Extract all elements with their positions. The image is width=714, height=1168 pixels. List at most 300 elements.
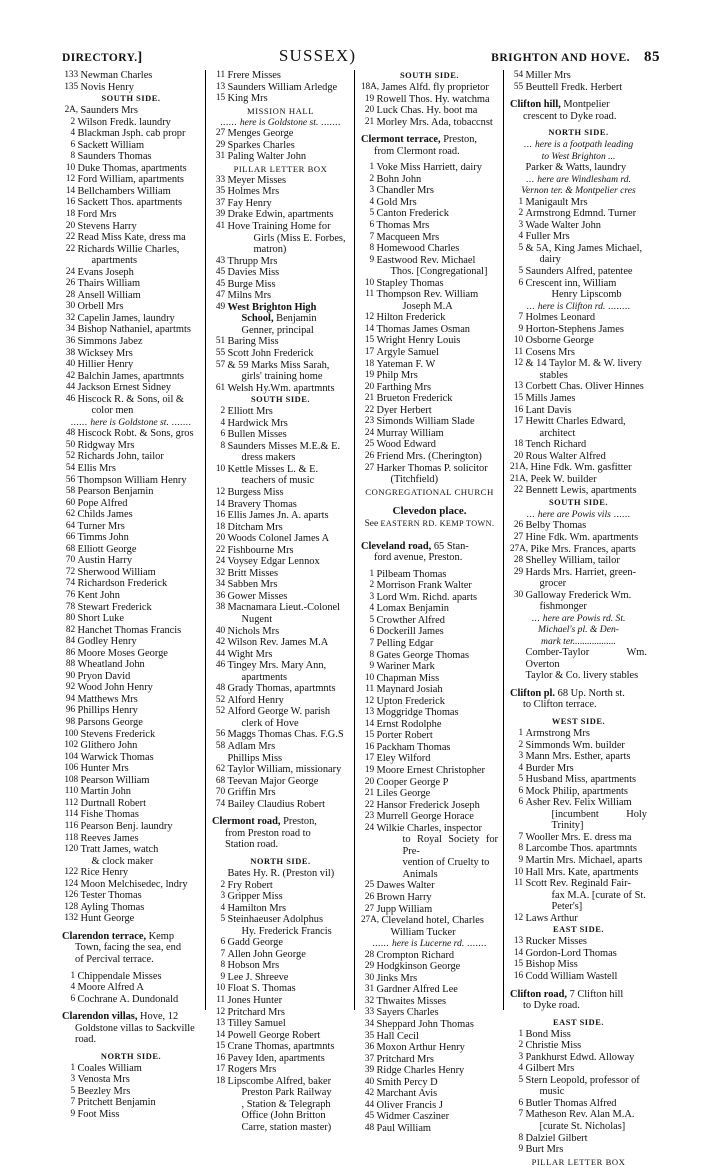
list-item [361, 428, 498, 440]
list-item [212, 499, 349, 511]
entry-text: & clock maker [91, 855, 154, 867]
entry-number: 26 [364, 450, 374, 461]
entry-text: Voke Miss Harriett, dairy [376, 162, 482, 174]
list-item [510, 601, 647, 613]
entry-number: 27A, [361, 915, 379, 926]
entry-number: 13 [215, 81, 225, 92]
entry-text: Wariner Mark [376, 661, 435, 673]
entry-number: 22 [513, 485, 523, 496]
running-head-right-text: BRIGHTON AND HOVE. [491, 52, 630, 64]
entry-text: teachers of music [241, 475, 315, 487]
entry-text: Brueton Frederick [376, 393, 453, 405]
entry-text: Canton Frederick [376, 208, 449, 220]
entry-text: Teevan Major George [227, 775, 319, 787]
list-item [510, 162, 647, 174]
list-item [510, 231, 647, 243]
entry-text: Stapley Thomas [376, 277, 444, 289]
list-item [62, 625, 200, 637]
entry-text: Ellis James Jn. A. aparts [227, 510, 329, 522]
entry-text: Pryon David [77, 670, 131, 682]
list-item [212, 972, 349, 984]
list-item [510, 555, 647, 567]
entry-text: apartments [241, 671, 288, 683]
list-item [212, 683, 349, 695]
list-item [361, 301, 498, 313]
entry-text: Martin Mrs. Michael, aparts [525, 855, 643, 867]
entry-text: Saunders Thomas [77, 151, 152, 163]
entry-text: Lord Wm. Richd. aparts [376, 591, 478, 603]
entry-text: Tester Thomas [80, 890, 142, 902]
entry-number: 10 [65, 162, 75, 173]
list-item [212, 1099, 349, 1111]
list-item [62, 890, 200, 902]
entry-number: 6 [220, 937, 225, 948]
entry-number: 135 [64, 81, 78, 92]
entry-number: 78 [65, 601, 75, 612]
side-heading: EAST SIDE. [553, 1017, 604, 1027]
list-item [212, 706, 349, 718]
list-item [62, 267, 200, 279]
list-item [510, 289, 647, 301]
entry-number: 36 [215, 590, 225, 601]
entry-text: Crowther Alfred [376, 614, 445, 626]
list-item [361, 1007, 498, 1019]
list-item [212, 406, 349, 418]
entry-number: 43 [215, 255, 225, 266]
entry-number: 25 [364, 439, 374, 450]
entry-text: Belby Thomas [525, 520, 587, 532]
entry-text: Packham Thomas [376, 741, 451, 753]
entry-text: Thwaites Misses [376, 995, 447, 1007]
entry-number: 29 [215, 139, 225, 150]
list-item [212, 591, 349, 603]
entry-text: Manigault Mrs [525, 196, 588, 208]
entry-text: Dyer Herbert [376, 404, 432, 416]
list-item [62, 313, 200, 325]
list-item [62, 982, 200, 994]
list-item [510, 266, 647, 278]
list-item [361, 684, 498, 696]
entry-text: grocer [539, 578, 567, 590]
entry-number: 26 [513, 520, 523, 531]
entry-number: 1 [369, 162, 374, 173]
entry-text: Austin Harry [77, 555, 133, 567]
entry-text: Codd William Wastell [525, 970, 618, 982]
list-item [212, 1041, 349, 1053]
list-item [510, 728, 647, 740]
list-item [212, 660, 349, 672]
entry-text: Woods Colonel James A [227, 533, 330, 545]
list-item [510, 936, 647, 948]
entry-text: Animals [402, 868, 438, 880]
entry-text: Luck Chas. Hy. boot ma [376, 105, 478, 117]
list-item [212, 545, 349, 557]
entry-number: 126 [64, 890, 78, 901]
entry-text: Burder Mrs [525, 762, 574, 774]
entry-number: 11 [216, 70, 225, 80]
entry-text: Hy. Frederick Francis [241, 925, 332, 937]
entry-text: Newman Charles [80, 70, 153, 81]
entry-text: Davies Miss [227, 267, 280, 279]
entry-text: Durtnall Robert [80, 797, 147, 809]
street-heading: Clarendon terrace, Kemp Town, facing the sea, end of Percival terrace. [62, 930, 182, 965]
entry-number: 40 [65, 359, 75, 370]
side-heading: SOUTH SIDE. [250, 395, 311, 405]
entry-text: School, Benjamin [241, 313, 317, 325]
list-item [361, 961, 498, 973]
entry-text: stables [539, 369, 568, 381]
entry-number: 40 [364, 1076, 374, 1087]
list-item [62, 555, 200, 567]
entry-number: 2 [518, 1040, 523, 1051]
list-item [510, 451, 647, 463]
entry-number: 20 [364, 776, 374, 787]
entry-number: 51 [215, 336, 225, 347]
entry-text: Burt Mrs [525, 1144, 564, 1156]
side-heading: NORTH SIDE. [100, 1051, 162, 1061]
entry-number: 34 [65, 324, 75, 335]
cross-reference-note-line: Vernon ter. & Montpelier cres [521, 185, 636, 197]
list-item [361, 753, 498, 765]
list-item [510, 901, 647, 913]
list-item [212, 995, 349, 1007]
entry-text: Thomas James Osman [376, 323, 471, 335]
entry-number: 32 [215, 567, 225, 578]
list-item [62, 613, 200, 625]
entry-number: 58 [65, 486, 75, 497]
entry-number: 50 [65, 439, 75, 450]
list-item [361, 289, 498, 301]
entry-text: Dalziel Gilbert [525, 1132, 588, 1144]
entry-text: Sherwood William [77, 566, 156, 578]
entry-text: music [539, 1086, 565, 1098]
list-item [361, 707, 498, 719]
entry-number: 98 [65, 717, 75, 728]
entry-number: 8 [369, 649, 374, 660]
entry-number: 7 [518, 1109, 523, 1120]
list-item [62, 844, 200, 856]
list-item [212, 128, 349, 140]
entry-text: Homewood Charles [376, 243, 460, 255]
list-item [361, 696, 498, 708]
entry-number: 48 [364, 1122, 374, 1133]
entry-text: Fishbourne Mrs [227, 544, 294, 556]
list-item [361, 255, 498, 267]
list-item [361, 1111, 498, 1123]
list-item [212, 926, 349, 938]
entry-text: Christie Miss [525, 1040, 582, 1052]
entry-number: 18 [215, 1075, 225, 1086]
list-item [510, 532, 647, 544]
entry-text: Mann Mrs. Esther, aparts [525, 751, 631, 763]
entry-text: Cleveland hotel, Charles [381, 915, 484, 927]
entry-text: Thos. [Congregational] [390, 266, 488, 278]
entry-text: Jinks Mrs [376, 972, 418, 984]
entry-text: Simmonds Wm. builder [525, 739, 625, 751]
list-item [212, 776, 349, 788]
list-item [212, 441, 349, 453]
list-item [62, 913, 200, 925]
entry-number: 6 [518, 277, 523, 288]
entry-text: Moon Melchisedec, lndry [80, 878, 188, 890]
list-item [62, 278, 200, 290]
entry-number: 27A, [510, 543, 528, 554]
entry-number: 24 [364, 822, 374, 833]
entry-number: 110 [64, 786, 78, 797]
entry-text: & 5A, King James Michael, [525, 242, 643, 254]
list-item [361, 94, 498, 106]
list-item [62, 567, 200, 579]
entry-number: 1 [70, 970, 75, 981]
entry-number: 46 [215, 660, 225, 671]
entry-text: Evans Joseph [77, 266, 134, 278]
entry-text: Matthews Mrs [77, 693, 138, 705]
entry-number: 42 [364, 1088, 374, 1099]
entry-number: 70 [65, 555, 75, 566]
list-item [361, 174, 498, 186]
entry-number: 18 [513, 439, 523, 450]
entry-number: 30 [513, 589, 523, 600]
entry-text: Pavey Iden, apartments [227, 1052, 325, 1064]
entry-number: 33 [215, 174, 225, 185]
entry-text: Hall Cecil [376, 1030, 419, 1042]
list-item [361, 811, 498, 823]
list-item [62, 786, 200, 798]
entry-number: 32 [364, 995, 374, 1006]
entry-number: 17 [513, 416, 523, 427]
entry-text: & 59 Marks Miss Sarah, [227, 359, 330, 371]
entry-number: 108 [64, 774, 78, 785]
list-item [361, 615, 498, 627]
list-item [62, 498, 200, 510]
entry-number: 5 [518, 242, 523, 253]
entry-number: 16 [364, 741, 374, 752]
list-item [361, 451, 498, 463]
entry-number: 3 [518, 219, 523, 230]
list-item [62, 994, 200, 1006]
street-heading: Clermont terrace, Preston, from Clermont road. [361, 134, 477, 157]
list-item [510, 278, 647, 290]
entry-number: 5 [369, 208, 374, 219]
entry-number: 112 [64, 797, 78, 808]
entry-text: Ansell William [77, 289, 141, 301]
list-item [62, 532, 200, 544]
entry-number: 15 [364, 730, 374, 741]
entry-text: Jackson Ernest Sidney [77, 382, 172, 394]
list-item [62, 428, 200, 440]
list-item [361, 927, 498, 939]
entry-number: 35 [364, 1030, 374, 1041]
entry-text: Hanchet Thomas Francis [77, 624, 182, 636]
entry-number: 4 [369, 603, 374, 614]
list-item [510, 393, 647, 405]
street-heading: Clermont road, Preston, from Preston road to Station road. [212, 816, 317, 851]
entry-number: 23 [364, 416, 374, 427]
list-item [212, 787, 349, 799]
list-item [212, 1087, 349, 1099]
entry-number: 22 [65, 232, 75, 243]
entry-number: 25 [364, 880, 374, 891]
cross-reference-note: ... here are Windlesham rd. [526, 173, 631, 185]
entry-text: (Titchfield) [390, 474, 439, 486]
entry-number: 21A, [510, 473, 528, 484]
entry-text: Chapman Miss [376, 672, 440, 684]
list-item [62, 682, 200, 694]
entry-text: Hall Mrs. Kate, apartments [525, 866, 639, 878]
entry-text: Thairs William [77, 278, 141, 290]
entry-text: Nichols Mrs [227, 625, 280, 637]
small-caps-heading: MISSION HALL [247, 105, 314, 116]
entry-text: Morley Mrs. Ada, tobaccnst [376, 116, 493, 128]
entry-number: 19 [364, 370, 374, 381]
running-head-left [62, 50, 212, 66]
entry-number: 60 [65, 497, 75, 508]
list-item [510, 1063, 647, 1075]
list-item [212, 1030, 349, 1042]
entry-number: 74 [215, 798, 225, 809]
list-item [361, 393, 498, 405]
entry-text: Saunders Alfred, patentee [525, 266, 633, 278]
entry-number: 31 [364, 984, 374, 995]
entry-number: 52 [65, 451, 75, 462]
list-item [510, 971, 647, 983]
entry-number: 4 [518, 1063, 523, 1074]
entry-text: Fry Robert [227, 879, 273, 891]
entry-text: [incumbent Holy Trinity] [551, 808, 647, 832]
entry-number: 27 [364, 903, 374, 914]
entry-text: Balchin James, apartmnts [77, 370, 184, 382]
list-item [212, 93, 349, 105]
entry-text: Glithero John [80, 740, 138, 752]
entry-text: Crane Thomas, apartmnts [227, 1041, 335, 1053]
entry-text: Childs James [77, 509, 133, 521]
list-item [212, 983, 349, 995]
list-item [62, 578, 200, 590]
list-item [510, 1133, 647, 1145]
list-item [510, 567, 647, 579]
cross-reference-note: ...... here is Goldstone st. ....... [220, 116, 341, 128]
entry-number: 24 [215, 556, 225, 567]
entry-text: Richards John, tailor [77, 451, 164, 463]
list-item [212, 487, 349, 499]
list-item [62, 705, 200, 717]
entry-number: 15 [215, 93, 225, 104]
list-item [361, 312, 498, 324]
list-item [62, 451, 200, 463]
entry-text: Stevens Frederick [80, 728, 156, 740]
list-item [212, 360, 349, 372]
entry-number: 16 [513, 970, 523, 981]
entry-text: Milns Mrs [227, 290, 272, 302]
entry-number: 2 [518, 208, 523, 219]
cross-reference-note: ... here are Powis vils ...... [526, 508, 631, 520]
entry-text: Ellis Mrs [77, 463, 116, 474]
list-item [361, 650, 498, 662]
entry-text: Menges George [227, 128, 294, 140]
entry-text: Preston Park Railway [241, 1087, 332, 1099]
entry-text: Warwick Thomas [80, 751, 154, 763]
entry-text: Burge Miss [227, 278, 276, 290]
entry-text: Oliver Francis J [376, 1099, 443, 1111]
entry-text: Ford Mrs [77, 209, 117, 221]
entry-number: 36 [65, 336, 75, 347]
entry-number: 5 [518, 266, 523, 277]
entry-text: Wooller Mrs. E. dress ma [525, 831, 632, 843]
entry-number: 19 [364, 93, 374, 104]
entry-number: 29 [513, 566, 523, 577]
entry-text: Moggridge Thomas [376, 707, 459, 719]
entry-text: Timms John [77, 532, 129, 544]
entry-text: Pope Alfred [77, 497, 128, 509]
entry-text: Cooper George P [376, 776, 449, 788]
list-item [62, 221, 200, 233]
list-item [510, 324, 647, 336]
list-item [62, 70, 200, 82]
entry-text: Holmes Mrs [227, 186, 280, 198]
list-item [62, 151, 200, 163]
entry-text: Marchant Avis [376, 1088, 438, 1100]
street-heading: Clifton road, 7 Clifton hill to Dyke road. [510, 988, 624, 1012]
cross-reference-note: ... here is a footpath leading [523, 139, 634, 151]
list-item [212, 522, 349, 534]
entry-number: 26 [364, 892, 374, 902]
entry-number: 14 [65, 185, 75, 196]
entry-number: 4 [369, 196, 374, 207]
entry-text: Hards Mrs. Harriet, green- [525, 566, 637, 578]
entry-text: Turner Mrs [77, 520, 125, 532]
entry-number: 39 [364, 1065, 374, 1076]
list-item [62, 348, 200, 360]
entry-number: 24 [364, 427, 374, 438]
entry-text: Moxon Arthur Henry [376, 1042, 465, 1054]
entry-text: Scott Rev. Reginald Fair- [525, 878, 631, 890]
list-item [212, 602, 349, 614]
entry-number: 45 [215, 278, 225, 289]
list-item [361, 1088, 498, 1100]
entry-text: Gripper Miss [227, 891, 283, 903]
entry-text: Genner, principal [241, 324, 314, 336]
list-item [510, 416, 647, 428]
entry-number: 8 [220, 440, 225, 451]
entry-text: Hiscock Robt. & Sons, gros [77, 428, 194, 440]
list-item [212, 186, 349, 198]
entry-number: 13 [513, 381, 523, 392]
list-item [212, 914, 349, 926]
entry-text: Hewitt Charles Edward, [525, 416, 626, 428]
entry-number: 18 [215, 521, 225, 532]
list-item [361, 984, 498, 996]
entry-number: 9 [518, 855, 523, 866]
entry-number: 24 [65, 266, 75, 277]
entry-text: Richards Willie Charles, [77, 243, 180, 255]
entry-text: Ridgway Mrs [77, 439, 135, 451]
entry-text: Maynard Josiah [376, 684, 443, 696]
entry-number: 122 [64, 867, 78, 878]
list-item [361, 1054, 498, 1066]
entry-number: 12 [65, 174, 75, 185]
list-item [510, 647, 647, 670]
list-item [510, 774, 647, 786]
cross-reference-note: ... here are Powis rd. St. [531, 612, 626, 624]
entry-number: 10 [215, 983, 225, 994]
entry-text: Ridge Charles Henry [376, 1065, 465, 1077]
entry-number: 16 [513, 404, 523, 415]
entry-text: Miller Mrs [525, 70, 571, 81]
entry-text: Elliott George [77, 543, 137, 555]
entry-number: 21 [364, 116, 374, 127]
entry-text: Fuller Mrs [525, 231, 570, 243]
list-item [361, 661, 498, 673]
